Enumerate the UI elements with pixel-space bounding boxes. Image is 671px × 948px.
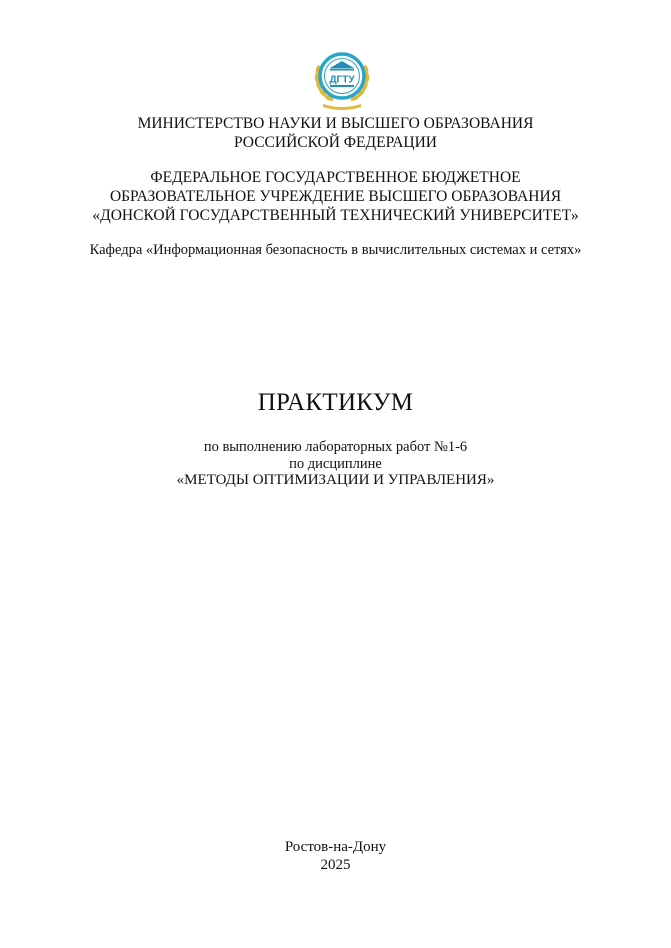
document-title: ПРАКТИКУМ xyxy=(257,389,414,416)
discipline-name: «МЕТОДЫ ОПТИМИЗАЦИИ И УПРАВЛЕНИЯ» xyxy=(176,472,495,488)
year: 2025 xyxy=(320,857,351,873)
institution-line-2: ОБРАЗОВАТЕЛЬНОЕ УЧРЕЖДЕНИЕ ВЫСШЕГО ОБРАЗОВАНИЯ xyxy=(109,188,562,205)
ministry-line-2: РОССИЙСКОЙ ФЕДЕРАЦИИ xyxy=(234,134,437,151)
university-logo-icon xyxy=(309,46,375,112)
institution-line-3: «ДОНСКОЙ ГОСУДАРСТВЕННЫЙ ТЕХНИЧЕСКИЙ УНИВЕРСИТЕТ» xyxy=(92,207,579,224)
city: Ростов-на-Дону xyxy=(284,839,387,855)
ministry-heading xyxy=(0,114,671,152)
document-subtitle-2: по дисциплине xyxy=(289,456,382,472)
ministry-line-1: МИНИСТЕРСТВО НАУКИ И ВЫСШЕГО ОБРАЗОВАНИЯ xyxy=(137,115,534,132)
svg-text:ДГТУ: ДГТУ xyxy=(329,74,355,86)
institution-heading xyxy=(0,168,671,225)
document-subtitle-1: по выполнению лабораторных работ №1-6 xyxy=(203,439,468,455)
institution-line-1: ФЕДЕРАЛЬНОЕ ГОСУДАРСТВЕННОЕ БЮДЖЕТНОЕ xyxy=(150,169,521,186)
department-name: Кафедра «Информационная безопасность в вычислительных системах и сетях» xyxy=(89,242,582,258)
